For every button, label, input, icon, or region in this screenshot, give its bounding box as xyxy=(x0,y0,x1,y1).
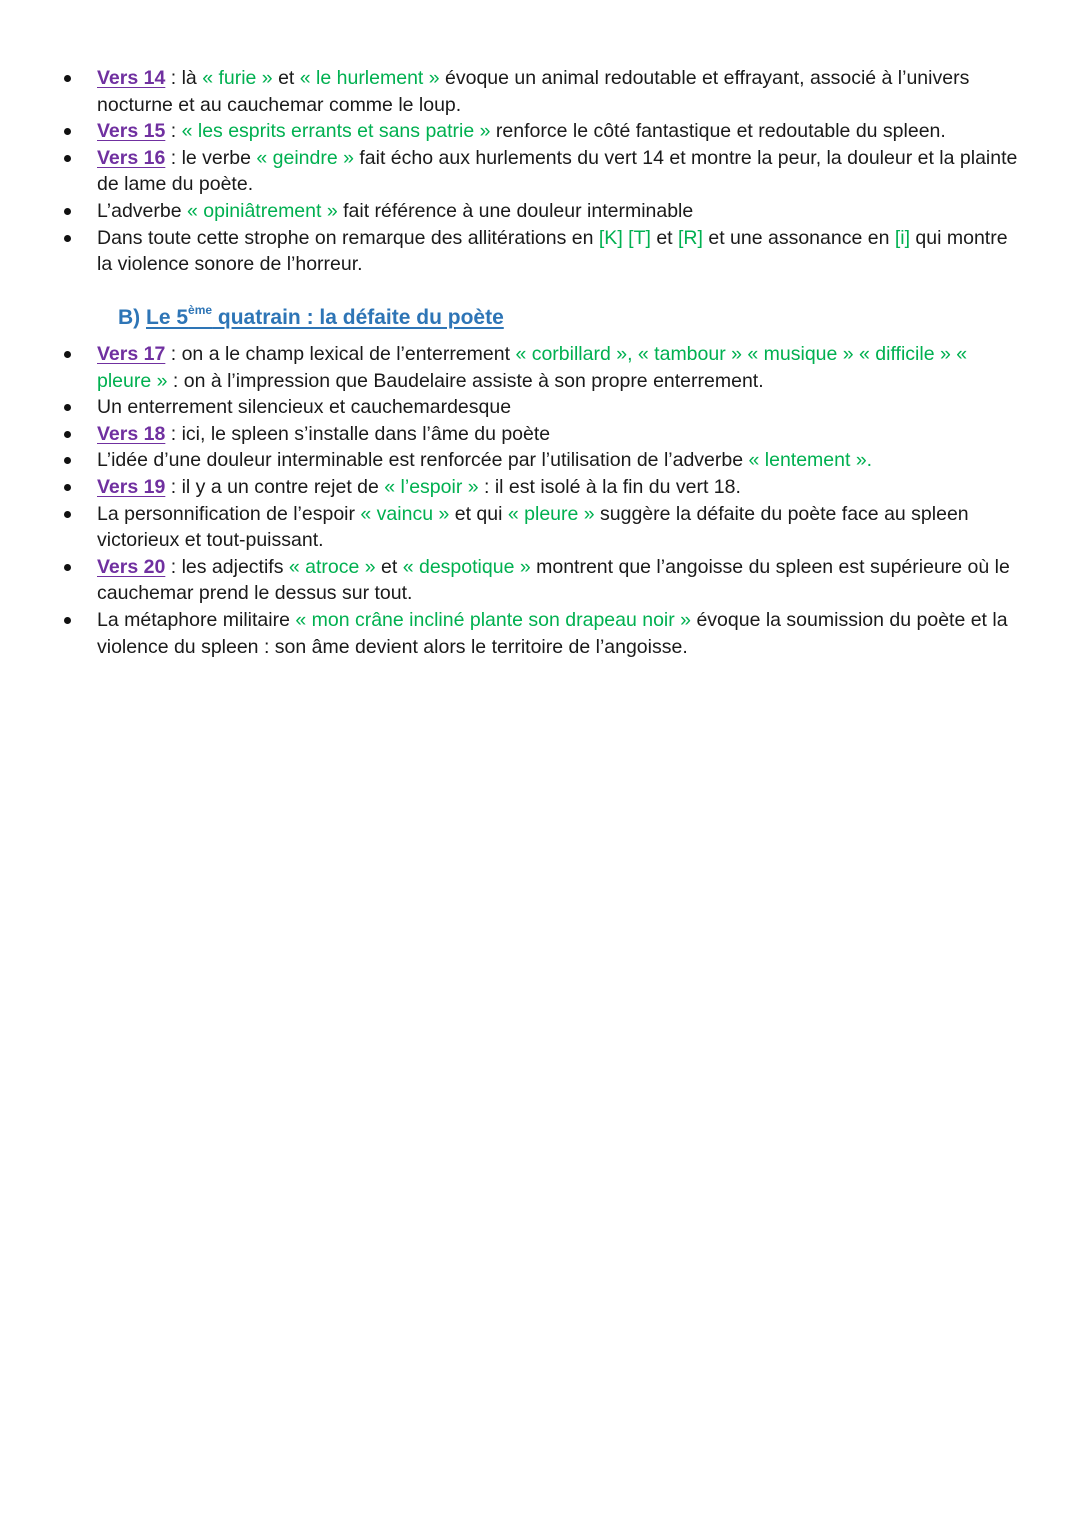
list-item-vers-15: Vers 15 : « les esprits errants et sans patrie » renforce le côté fantastique et redoutable du spleen. xyxy=(0,118,1080,145)
bullet-icon xyxy=(64,128,71,135)
quote: « opiniâtrement » xyxy=(187,199,338,222)
quote: « lentement ». xyxy=(748,449,873,472)
bullet-icon xyxy=(64,617,71,624)
quote: « pleure » xyxy=(507,502,595,525)
list-item-vers-14: Vers 14 : là « furie » et « le hurlement » évoque un animal redoutable et effrayant, associé à l’univers nocturne et au cauchemar comme le loup. xyxy=(0,65,1080,118)
bullet-icon xyxy=(64,75,71,82)
quote: « mon crâne incliné plante son drapeau noir » xyxy=(295,608,692,631)
phoneme: [R] xyxy=(678,226,703,249)
list-item-metaphore: La métaphore militaire « mon crâne incliné plante son drapeau noir » évoque la soumission du poète et la violence du spleen : son âme devient alors le territoire de l’angoisse. xyxy=(0,607,1080,660)
quote: « atroce » xyxy=(288,555,376,578)
vers-label: Vers 17 xyxy=(97,343,166,365)
bullet-icon xyxy=(64,431,71,438)
quote: « corbillard », « tambour » « musique » « difficile » « pleure » xyxy=(97,343,968,392)
vers-label: Vers 19 xyxy=(97,475,166,498)
list-item-enterrement: Un enterrement silencieux et cauchemardesque xyxy=(0,394,1080,421)
vers-label: Vers 14 xyxy=(97,67,166,89)
list-item-adverbe: L’adverbe « opiniâtrement » fait référence à une douleur interminable xyxy=(0,198,1080,225)
quote: « le hurlement » xyxy=(299,67,440,89)
vers-label: Vers 15 xyxy=(97,120,166,143)
vers-label: Vers 20 xyxy=(97,555,166,578)
quote: « despotique » xyxy=(402,555,531,578)
bullet-icon xyxy=(64,404,71,411)
list-item-personnification: La personnification de l’espoir « vaincu » et qui « pleure » suggère la défaite du poète face au spleen victorieux et tout-puissant. xyxy=(0,501,1080,554)
list-item-vers-19: Vers 19 : il y a un contre rejet de « l’espoir » : il est isolé à la fin du vert 18. xyxy=(0,474,1080,501)
list-item-douleur: L’idée d’une douleur interminable est renforcée par l’utilisation de l’adverbe « lentement ». xyxy=(0,447,1080,474)
quote: « furie » xyxy=(202,67,273,89)
list-item-vers-16: Vers 16 : le verbe « geindre » fait écho aux hurlements du vert 14 et montre la peur, la douleur et la plainte de lame du poète. xyxy=(0,145,1080,198)
quote: « les esprits errants et sans patrie » xyxy=(181,120,491,143)
list-item-vers-18: Vers 18 : ici, le spleen s’installe dans l’âme du poète xyxy=(0,421,1080,448)
bullet-icon xyxy=(64,351,71,358)
vers-label: Vers 16 xyxy=(97,146,166,169)
quote: « geindre » xyxy=(256,146,354,169)
phoneme: [K] [T] xyxy=(598,226,651,249)
quote: « l’espoir » xyxy=(384,475,479,498)
bullet-icon xyxy=(64,235,71,242)
list-item-allitterations: Dans toute cette strophe on remarque des allitérations en [K] [T] et [R] et une assonance en [i] qui montre la violence sonore de l’horreur. xyxy=(0,225,1080,278)
bullet-icon xyxy=(64,564,71,571)
vers-label: Vers 18 xyxy=(97,422,166,445)
section-heading: B) Le 5ème quatrain : la défaite du poète xyxy=(118,303,504,329)
bullet-icon xyxy=(64,155,71,162)
quote: « vaincu » xyxy=(360,502,450,525)
list-item-vers-17: Vers 17 : on a le champ lexical de l’enterrement « corbillard », « tambour » « musique » « difficile » « pleure » : on à l’impression que Baudelaire assiste à son propre enterrement. xyxy=(0,341,1080,394)
bullet-icon xyxy=(64,208,71,215)
bullet-icon xyxy=(64,457,71,464)
bullet-list-strophe-4 xyxy=(0,65,1080,278)
bullet-icon xyxy=(64,484,71,491)
list-item-vers-20: Vers 20 : les adjectifs « atroce » et « despotique » montrent que l’angoisse du spleen est supérieure où le cauchemar prend le dessus sur tout. xyxy=(0,554,1080,607)
bullet-list-quatrain-5 xyxy=(0,341,1080,660)
phoneme: [i] xyxy=(894,226,911,249)
bullet-icon xyxy=(64,511,71,518)
